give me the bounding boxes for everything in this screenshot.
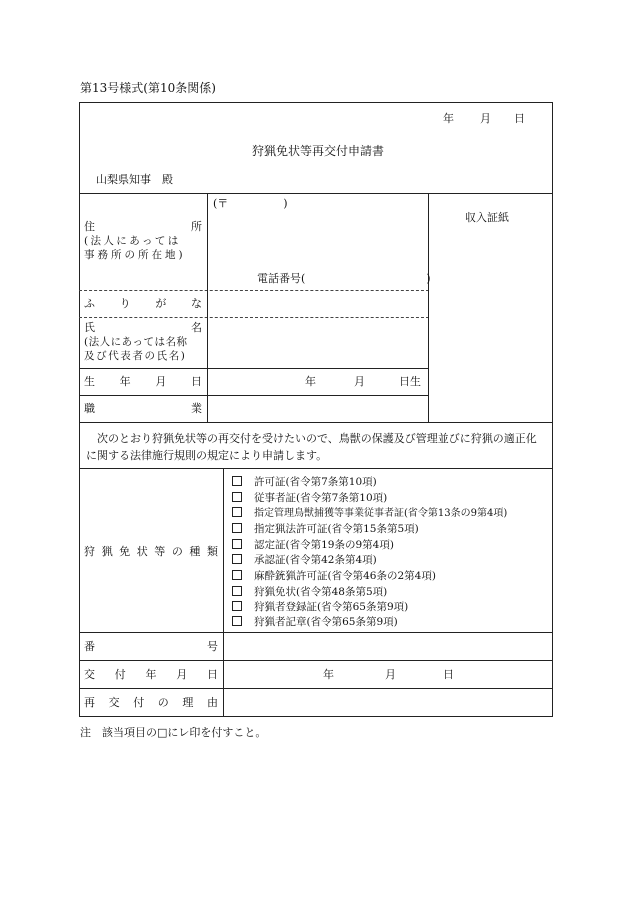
issue-date-label: 交 付 年 月 日 bbox=[84, 668, 218, 681]
divider-number-issue bbox=[79, 660, 553, 661]
license-type-label: 狩 猟 免 状 等 の 種 類 bbox=[84, 545, 218, 558]
name-label: 氏 名 bbox=[84, 321, 202, 334]
license-option[interactable]: 麻酔銃猟許可証(省令第46条の2第4項) bbox=[232, 570, 436, 582]
checkbox[interactable] bbox=[232, 507, 242, 517]
birth-year-label: 年 bbox=[305, 375, 316, 388]
address-sub-label-1: (法人にあっては bbox=[84, 235, 181, 247]
checkbox[interactable] bbox=[232, 570, 242, 580]
postal-code-field[interactable]: (〒 ) bbox=[213, 197, 288, 210]
number-label: 番 号 bbox=[84, 640, 218, 653]
divider-occupation-statement bbox=[79, 422, 553, 423]
address-label: 住 所 bbox=[84, 220, 202, 233]
divider-header bbox=[79, 193, 553, 194]
license-option[interactable]: 狩猟者記章(省令第65条第9項) bbox=[232, 616, 398, 628]
checkbox[interactable] bbox=[232, 586, 242, 596]
divider-name-birth bbox=[79, 368, 429, 369]
reissue-reason-label: 再 交 付 の 理 由 bbox=[84, 696, 218, 709]
license-option[interactable]: 指定管理鳥獣捕獲等事業従事者証(省令第13条の9第4項) bbox=[232, 507, 507, 519]
checkbox[interactable] bbox=[232, 492, 242, 502]
addressee: 山梨県知事 殿 bbox=[96, 173, 173, 186]
application-statement: 次のとおり狩猟免状等の再交付を受けたいので、鳥獣の保護及び管理並びに狩猟の適正化に関する法律施行規則の規定により申請します。 bbox=[86, 432, 537, 462]
license-option[interactable]: 承認証(省令第42条第4項) bbox=[232, 554, 377, 566]
date-year-label: 年 bbox=[443, 112, 454, 125]
birth-date-label: 生 年 月 日 bbox=[84, 375, 202, 388]
divider-label-column-bottom bbox=[223, 468, 224, 717]
birth-month-label: 月 bbox=[354, 375, 365, 388]
checkbox[interactable] bbox=[232, 616, 242, 626]
form-number: 第13号様式(第10条関係) bbox=[80, 81, 216, 95]
divider-issue-reason bbox=[79, 688, 553, 689]
divider-birth-occupation bbox=[79, 395, 429, 396]
divider-address-furigana bbox=[79, 290, 429, 291]
divider-label-column-top bbox=[207, 193, 208, 422]
license-option[interactable]: 狩猟免状(省令第48条第5項) bbox=[232, 586, 387, 598]
divider-stamp-column bbox=[428, 193, 429, 422]
license-option[interactable]: 許可証(省令第7条第10項) bbox=[232, 476, 377, 488]
checkbox[interactable] bbox=[232, 539, 242, 549]
divider-furigana-name bbox=[79, 317, 429, 318]
checkbox[interactable] bbox=[232, 601, 242, 611]
license-option[interactable]: 従事者証(省令第7条第10項) bbox=[232, 492, 387, 504]
furigana-label: ふ り が な bbox=[84, 297, 202, 310]
date-day-label: 日 bbox=[514, 112, 525, 125]
divider-types-number bbox=[79, 632, 553, 633]
name-sub-label-2: 及び代表者の氏名) bbox=[84, 350, 187, 362]
divider-statement-types bbox=[79, 468, 553, 469]
phone-number-field[interactable]: 電話番号( ) bbox=[257, 272, 431, 285]
checkbox[interactable] bbox=[232, 476, 242, 486]
occupation-label: 職 業 bbox=[84, 402, 202, 415]
birth-day-label: 日生 bbox=[399, 375, 421, 388]
date-month-label: 月 bbox=[480, 112, 491, 125]
document-title: 狩猟免状等再交付申請書 bbox=[252, 144, 385, 158]
checkbox[interactable] bbox=[232, 523, 242, 533]
name-sub-label-1: (法人にあっては名称 bbox=[84, 336, 188, 348]
license-option[interactable]: 狩猟者登録証(省令第65条第9項) bbox=[232, 601, 408, 613]
issue-year-label: 年 bbox=[323, 668, 334, 681]
address-sub-label-2: 事務所の所在地) bbox=[84, 249, 186, 261]
checkbox[interactable] bbox=[232, 554, 242, 564]
issue-day-label: 日 bbox=[443, 668, 454, 681]
revenue-stamp-label: 収入証紙 bbox=[465, 211, 509, 224]
issue-month-label: 月 bbox=[385, 668, 396, 681]
license-option[interactable]: 指定猟法許可証(省令第15条第5項) bbox=[232, 523, 419, 535]
footnote: 注 該当項目の□にレ印を付すこと。 bbox=[80, 726, 267, 739]
license-option[interactable]: 認定証(省令第19条の9第4項) bbox=[232, 539, 394, 551]
